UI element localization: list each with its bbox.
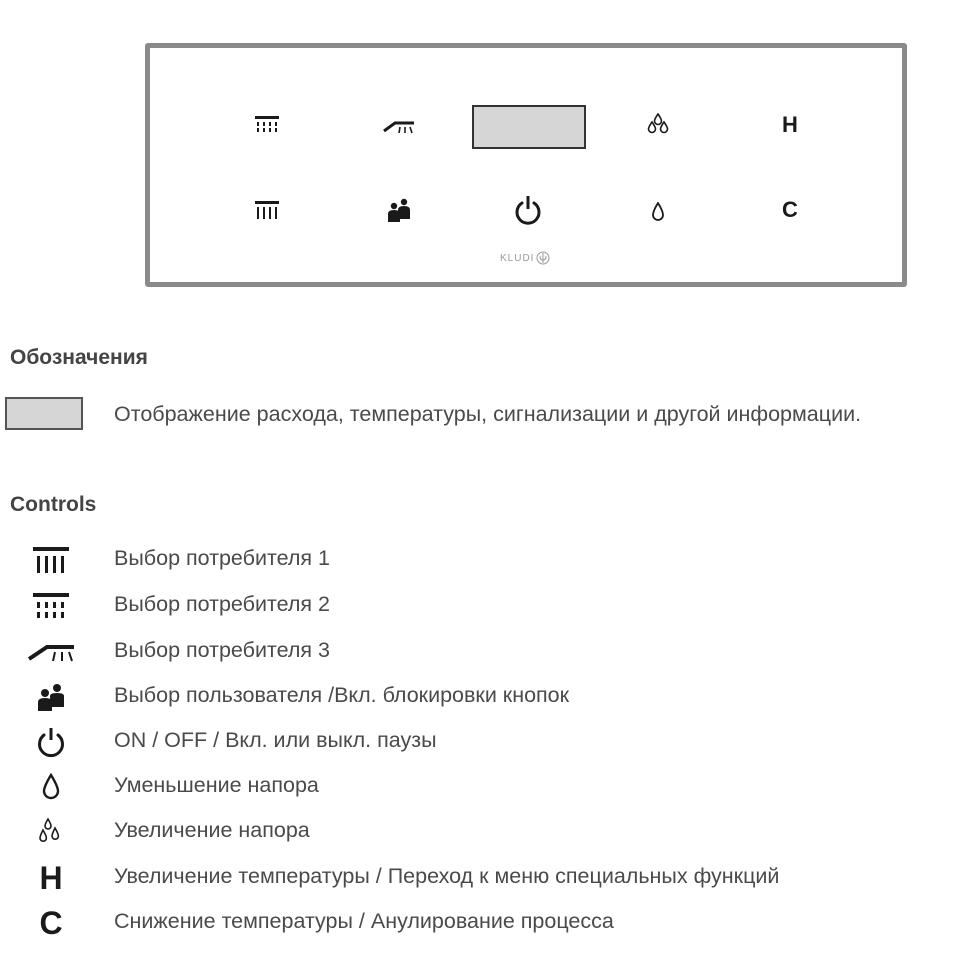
control-item [0,540,970,580]
drop-icon [25,767,77,807]
power-icon [25,722,77,762]
controls-title: Controls [10,493,97,516]
legend-title: Обозначения [10,346,148,369]
consumer-1-button[interactable] [242,190,292,230]
control-label: Снижение температуры / Анулирование процесса [114,909,614,933]
consumer-2-button[interactable] [242,105,292,145]
control-label: Увеличение напора [114,818,310,842]
control-label: Уменьшение напора [114,773,319,797]
control-item [0,903,970,943]
power-icon [512,194,544,226]
control-item [0,767,970,807]
drops-three-icon [25,812,77,852]
letter-h-icon: H [39,859,63,896]
control-item [0,858,970,898]
control-panel [145,43,907,287]
shower-dotted-icon [254,115,280,135]
control-item [0,586,970,626]
display-swatch [5,397,83,430]
display-screen [472,105,586,149]
letter-c-icon: C [39,904,63,941]
control-item [0,812,970,852]
hand-shower-icon [383,118,415,136]
users-icon [386,198,412,222]
pressure-decrease-button[interactable] [633,192,683,232]
shower-lines-icon [254,200,280,220]
control-label: Выбор потребителя 2 [114,592,330,616]
pressure-increase-button[interactable] [633,105,683,145]
brand-name: KLUDI [500,252,535,264]
drop-icon [651,202,665,222]
control-label: Увеличение температуры / Переход к меню специальных функций [114,864,780,888]
brand-logo [500,251,550,265]
display-description: Отображение расхода, температуры, сигнализации и другой информации. [114,402,862,426]
hand-shower-icon [25,632,77,672]
control-item [0,632,970,672]
consumer-3-button[interactable] [374,107,424,147]
power-button[interactable] [503,190,553,230]
drops-three-icon [646,113,670,137]
control-label: ON / OFF / Вкл. или выкл. паузы [114,728,437,752]
user-select-button[interactable] [374,190,424,230]
control-label: Выбор пользователя /Вкл. блокировки кнопок [114,683,570,707]
users-icon [25,677,77,717]
control-label: Выбор потребителя 1 [114,546,330,570]
control-item [0,677,970,717]
kludi-logo-icon [536,251,550,265]
temp-increase-button[interactable]: H [782,112,798,137]
control-item [0,722,970,762]
shower-lines-icon [25,540,77,580]
temp-decrease-button[interactable]: C [782,197,798,222]
shower-dotted-icon [25,586,77,626]
control-label: Выбор потребителя 3 [114,638,330,662]
